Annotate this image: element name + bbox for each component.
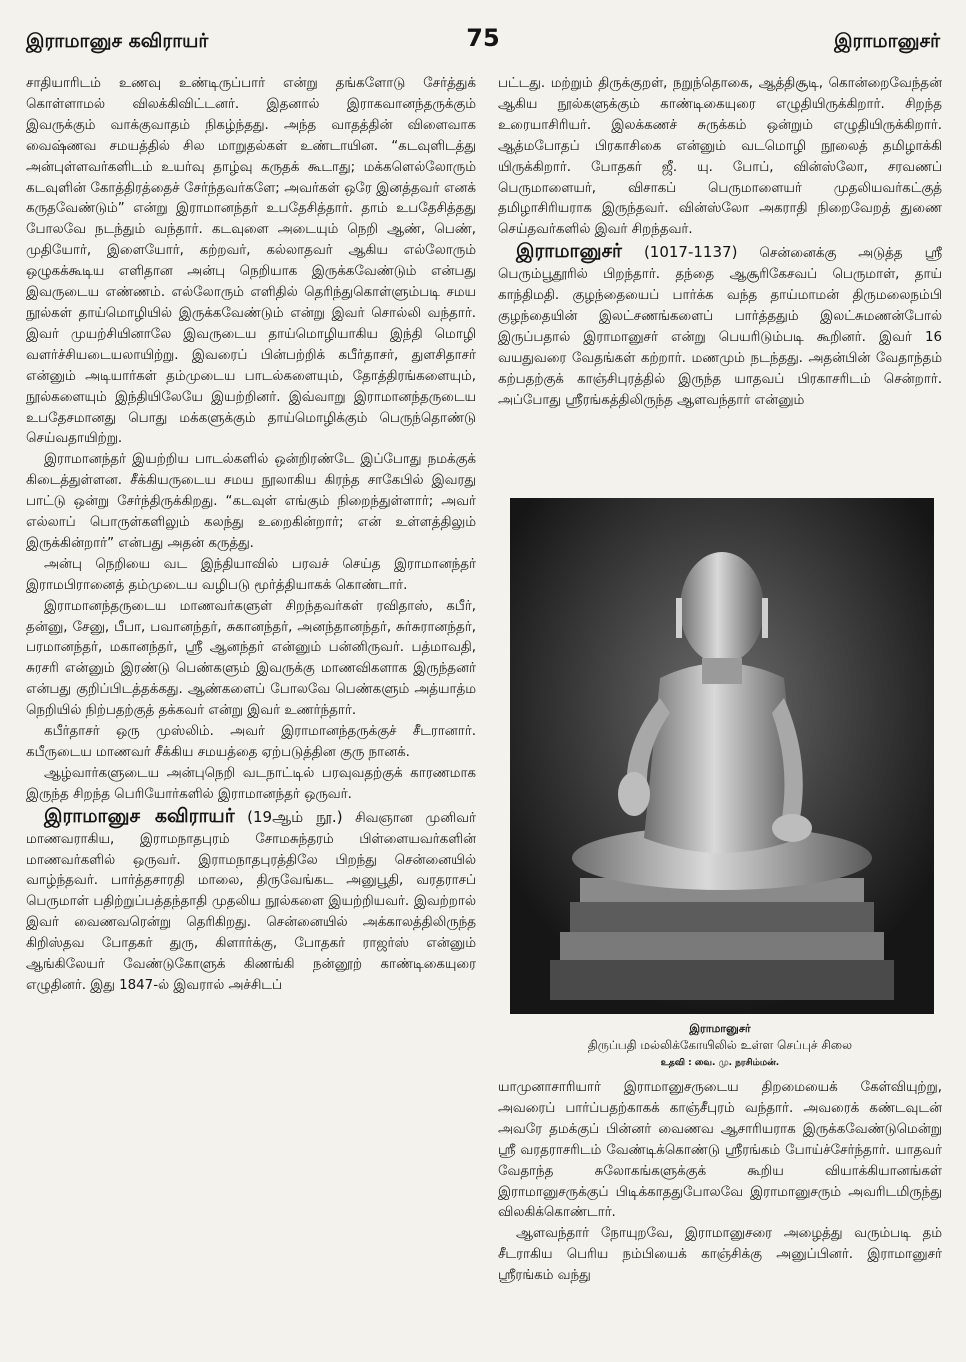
paragraph: இராமானந்தருடைய மாணவர்களுள் சிறந்தவர்கள் ரவிதாஸ், கபீர், தன்னு, சேனு, பீபா, பவானந்தர், சுகானந்தர், அனந்தானந்தர், சுர்சுரானந்தர், பரமானந்தர், மகானந்தர், ஸ்ரீ ஆனந்தர் என்னும் பன்னிருவர். பத்மாவதி, சுரசரி என்னும் இரண்டு பெண்களும் இவருக்கு மாணவிகளாக இருந்தனர் என்பது குறிப்பிடத்தக்கது. ஆண்களைப் போலவே பெண்களும் அத்யாத்ம நெறியில் நிற்பதற்குத் தக்கவர் என்று இவர் உணர்ந்தார். <box>26 598 476 719</box>
figure-title: இராமானுசர் <box>689 1022 751 1035</box>
paragraph: சாதியாரிடம் உணவு உண்டிருப்பார் என்று தங்களோடு சேர்த்துக் கொள்ளாமல் விலக்கிவிட்டனர். இதனால் இராகவானந்தருக்கும் இவருக்கும் வாக்குவாதம் நிகழ்ந்தது. அந்த வாதத்தின் விளைவாக வைஷ்ணவ சமயத்தில் சில மாறுதல்கள் உண்டாயின. “கடவுளிடத்து அன்புள்ளவர்களிடம் உயர்வு தாழ்வு கருதக் கூடாது; மக்களெல்லோரும் கடவுளின் கோத்திரத்தைச் சேர்ந்தவர்களே; அவர்கள் ஒரே இனத்தவர் எனக் கருதவேண்டும்” என்று இராமானந்தர் உபதேசித்தார். தாம் உபதேசித்தது போலவே நடந்தும் வந்தார். கடவுளை அடையும் நெறி ஆண், பெண், முதியோர், இளையோர், கற்றவர், கல்லாதவர் ஆகிய எல்லோரும் ஒழுகக்கூடிய எளிதான அன்பு நெறியாக இருக்கவேண்டும் என்பது இவருடைய எண்ணம். எல்லோரும் எளிதில் தெரிந்துகொள்ளும்படி சமய நூல்கள் தாய்மொழியில் இருக்கவேண்டும் என்று இவர் சொல்லி வந்தார். இவர் முயற்சியினாலே இவருடைய தாய்மொழியாகிய இந்தி மொழி வளர்ச்சியடையலாயிற்று. இவரைப் பின்பற்றிக் கபீர்தாசர், துளசிதாசர் என்னும் அடியார்கள் தம்முடைய பாடல்களையும், தோத்திரங்களையும், நூல்களையும் இந்தியிலேயே இயற்றினர். இவ்வாறு இராமானந்தருடைய உபதேசமானது பொது மக்களுக்கும் தாய்மொழிக்கும் பெருந்தொண்டு செய்வதாயிற்று. <box>26 76 476 447</box>
paragraph: கபீர்தாசர் ஒரு முஸ்லிம். அவர் இராமானந்தருக்குச் சீடரானார். கபீருடைய மாணவர் சீக்கிய சமயத்தை ஏற்படுத்தின குரு நானக். <box>26 724 476 760</box>
page-header <box>0 0 966 70</box>
figure-credit: உதவி : வை. மு. நரசிம்மன். <box>660 1058 780 1068</box>
entry-text: சென்னைக்கு அடுத்த ஸ்ரீ பெரும்பூதூரில் பிறந்தார். தந்தை ஆசூரிகேசவப் பெருமாள், தாய் காந்திமதி. குழந்தையைப் பார்க்க வந்த தாய்மாமன் திருமலைநம்பி குழந்தையின் இலட்சணங்களைப் பார்த்ததும் இலட்சுமணன்போல் இருப்பதால் இராமானுசர் என்று பெயரிடும்படி கூறினர். இவர் 16 வயதுவரை வேதங்கள் கற்றார். மணமும் நடந்தது. அதன்பின் வேதாந்தம் கற்பதற்குக் காஞ்சிபுரத்தில் இருந்த யாதவப் பிரகாசரிடம் சென்றார். அப்போது ஸ்ரீரங்கத்திலிருந்த ஆளவந்தார் என்னும் <box>498 246 942 408</box>
running-title-left: இராமானுச கவிராயர் <box>26 30 209 52</box>
bronze-statue-illustration <box>510 498 934 1014</box>
paragraph: இராமானந்தர் இயற்றிய பாடல்களில் ஒன்றிரண்டே இப்போது நமக்குக் கிடைத்துள்ளன. சீக்கியருடைய சமய நூலாகிய கிரந்த சாகேபில் இவரது பாட்டு ஒன்று சேர்ந்திருக்கிறது. “கடவுள் எங்கும் நிறைந்துள்ளார்; அவர் எல்லாப் பொருள்களிலும் கலந்து உறைகின்றார்; என் உள்ளத்திலும் இருக்கின்றார்” என்பது அதன் கருத்து. <box>26 452 476 551</box>
right-column-bottom <box>498 1078 942 1348</box>
entry-subheading: (19ஆம் நூ.) <box>247 807 343 826</box>
paragraph: யாமுனாசாரியார் இராமானுசருடைய திறமையைக் கேள்வியுற்று, அவரைப் பார்ப்பதற்காகக் காஞ்சீபுரம் வந்தார். அவரைக் கண்டவுடன் அவரே தமக்குப் பின்னர் வைணவ ஆசாரியராக இருக்கவேண்டுமென்று ஸ்ரீ வரதராசரிடம் வேண்டிக்கொண்டு ஸ்ரீரங்கம் போய்ச்சேர்ந்தார். யாதவர் வேதாந்த சுலோகங்களுக்குக் கூறிய வியாக்கியானங்கள் இராமானுசருக்குப் பிடிக்காததுபோலவே இராமானுசரும் அவரிடமிருந்து விலகிக்கொண்டார். <box>498 1080 942 1221</box>
paragraph: ஆழ்வார்களுடைய அன்புநெறி வடநாட்டில் பரவுவதற்குக் காரணமாக இருந்த சிறந்த பெரியோர்களில் இராமானந்தர் ஒருவர். <box>26 765 476 802</box>
paragraph: அன்பு நெறியை வட இந்தியாவில் பரவச் செய்த இராமானந்தர் இராமபிரானைத் தம்முடைய வழிபடு மூர்த்தியாகக் கொண்டார். <box>26 556 476 593</box>
entry-text: சிவஞான முனிவர் மாணவராகிய, இராமநாதபுரம் சோமசுந்தரம் பிள்ளையவர்களின் மாணவர்களில் ஒருவர். இராமநாதபுரத்திலே பிறந்து சென்னையில் வாழ்ந்தவர். பார்த்தசாரதி மாலை, திருவேங்கட அனுபூதி, வரதராசப் பெருமாள் பதிற்றுப்பத்தந்தாதி முதலிய நூல்களை இயற்றியவர். இவற்றால் இவர் வைணவரென்று தெரிகிறது. சென்னையில் அக்காலத்திலிருந்த கிறிஸ்தவ போதகர் துரு, கிளார்க்கு, போதகர் ராஜர்ஸ் என்னும் ஆங்கிலேயர் வேண்டுகோளுக் கிணங்கி நன்னூற் காண்டிகையுரை எழுதினர். இது 1847-ல் இவரால் அச்சிடப் <box>26 810 476 993</box>
page-number: 75 <box>466 24 500 52</box>
paragraph: பட்டது. மற்றும் திருக்குறள், நறுந்தொகை, ஆத்திசூடி, கொன்றைவேந்தன் ஆகிய நூல்களுக்கும் காண்டிகையுரை எழுதியிருக்கிறார். சிறந்த உரையாசிரியர். இலக்கணச் சுருக்கம் ஒன்றும் எழுதியிருக்கிறார். ஆத்மபோதப் பிரகாசிகை என்னும் வடமொழி நூலைத் தமிழாக்கி யிருக்கிறார். போதகர் ஜீ. யு. போப், வின்ஸ்லோ, சரவணப் பெருமாளையர், விசாகப் பெருமாளையர் முதலியவர்கட்குத் தமிழாசிரியராக இருந்தவர். வின்ஸ்லோ அகராதி நிறைவேறத் துணை செய்தவர்களில் இவர் சிறந்தவர். <box>498 76 942 238</box>
paragraph: ஆளவந்தார் நோயுறவே, இராமானுசரை அழைத்து வரும்படி தம் சீடராகிய பெரிய நம்பியைக் காஞ்சிக்கு அனுப்பினர். இராமானுசர் ஸ்ரீரங்கம் வந்து <box>498 1226 942 1284</box>
right-column-top <box>498 74 942 494</box>
entry-subheading: (1017-1137) <box>643 243 738 262</box>
entry-heading: இராமானுசர் <box>516 240 622 263</box>
entry-heading: இராமானுச கவிராயர் <box>44 804 235 827</box>
entry-ramanuja-kavirayar <box>26 806 476 997</box>
statue-photograph <box>510 498 934 1014</box>
left-column <box>26 74 476 1344</box>
figure-caption: திருப்பதி மல்லிக்கோயிலில் உள்ள செப்புச் சிலை <box>587 1038 853 1052</box>
running-title-right: இராமானுசர் <box>834 30 940 52</box>
entry-ramanujar <box>498 241 942 411</box>
